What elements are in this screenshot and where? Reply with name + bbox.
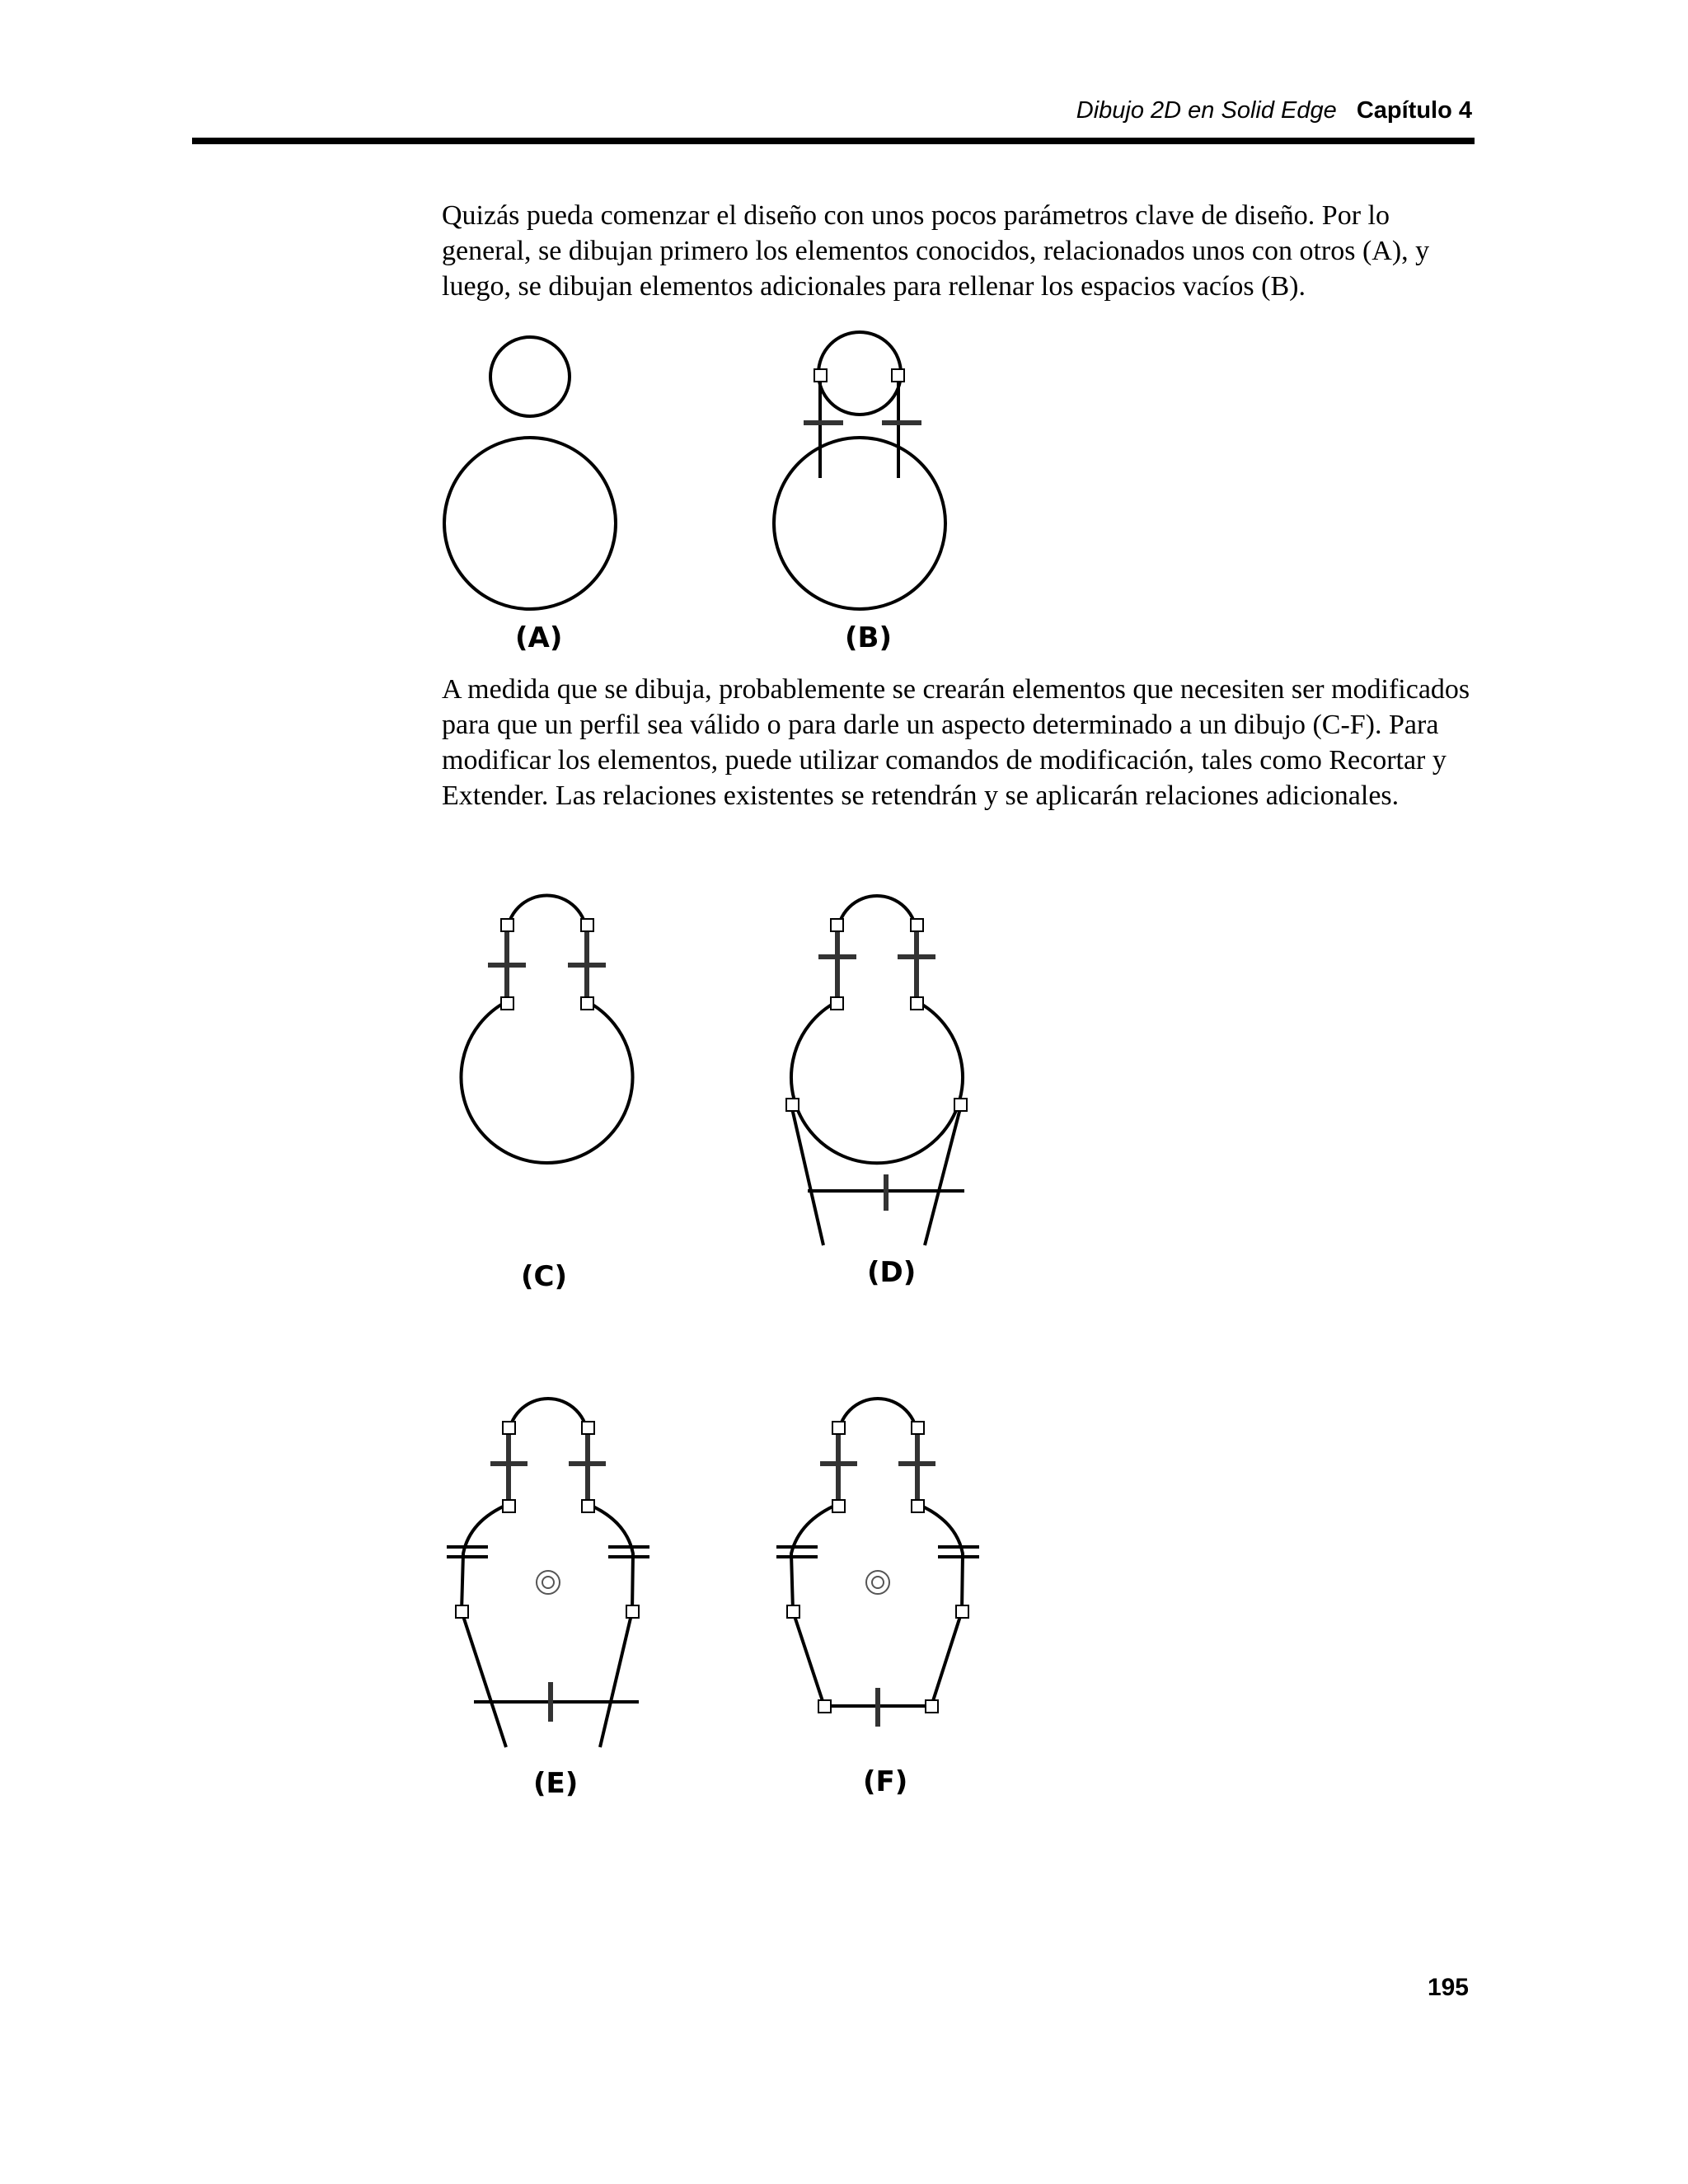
figure-a-b [429,326,1006,655]
figure-a-small-circle [490,337,570,416]
figure-c-d-markers [501,919,967,1111]
figure-b-tangent-markers [814,369,904,382]
figure-c-d [429,861,1006,1294]
figure-c-profile [462,896,633,1163]
figure-e-profile [462,1399,633,1747]
figure-b-large-circle [774,438,945,609]
paragraph-modify: A medida que se dibuja, probablemente se crearán elementos que necesiten ser modificados para que un perfil sea válido o para darle un aspecto determinado a un dibujo (C-F). Para modificar los elementos, puede utilizar comandos de modificación, tales como Recortar y Extender. Las relaciones existentes se retendrán y se aplicarán relaciones adicionales. [442,674,1470,811]
figure-f-label: (F) [863,1765,908,1798]
figure-c-label: (C) [521,1260,568,1293]
figure-e-f-equal-markers [447,1547,979,1557]
page-number: 195 [1427,1974,1469,2001]
figure-a-large-circle [444,438,616,609]
figure-f-profile [791,1399,963,1706]
running-header [1076,97,1472,124]
header-chapter: Capítulo 4 [1356,97,1472,124]
figure-d-right-line [925,1108,960,1245]
figure-d-profile [791,896,963,1163]
figure-e-f-markers [456,1422,968,1713]
figure-a-label: (A) [515,621,563,654]
figure-b-small-circle [818,332,901,415]
figure-e-label: (E) [533,1767,579,1800]
header-rule [192,138,1475,144]
figure-e-f [429,1364,1006,1809]
figure-b-label: (B) [845,621,892,654]
header-section-title: Dibujo 2D en Solid Edge [1076,97,1337,124]
figure-e-f-concentric-markers [537,1571,889,1594]
figure-d-label: (D) [867,1256,917,1289]
paragraph-intro: Quizás pueda comenzar el diseño con unos pocos parámetros clave de diseño. Por lo general, se dibujan primero los elementos conocidos, relacionados unos con otros (A), y luego, se dibujan elementos adicionales para rellenar los espacios vacíos (B). [442,200,1430,302]
